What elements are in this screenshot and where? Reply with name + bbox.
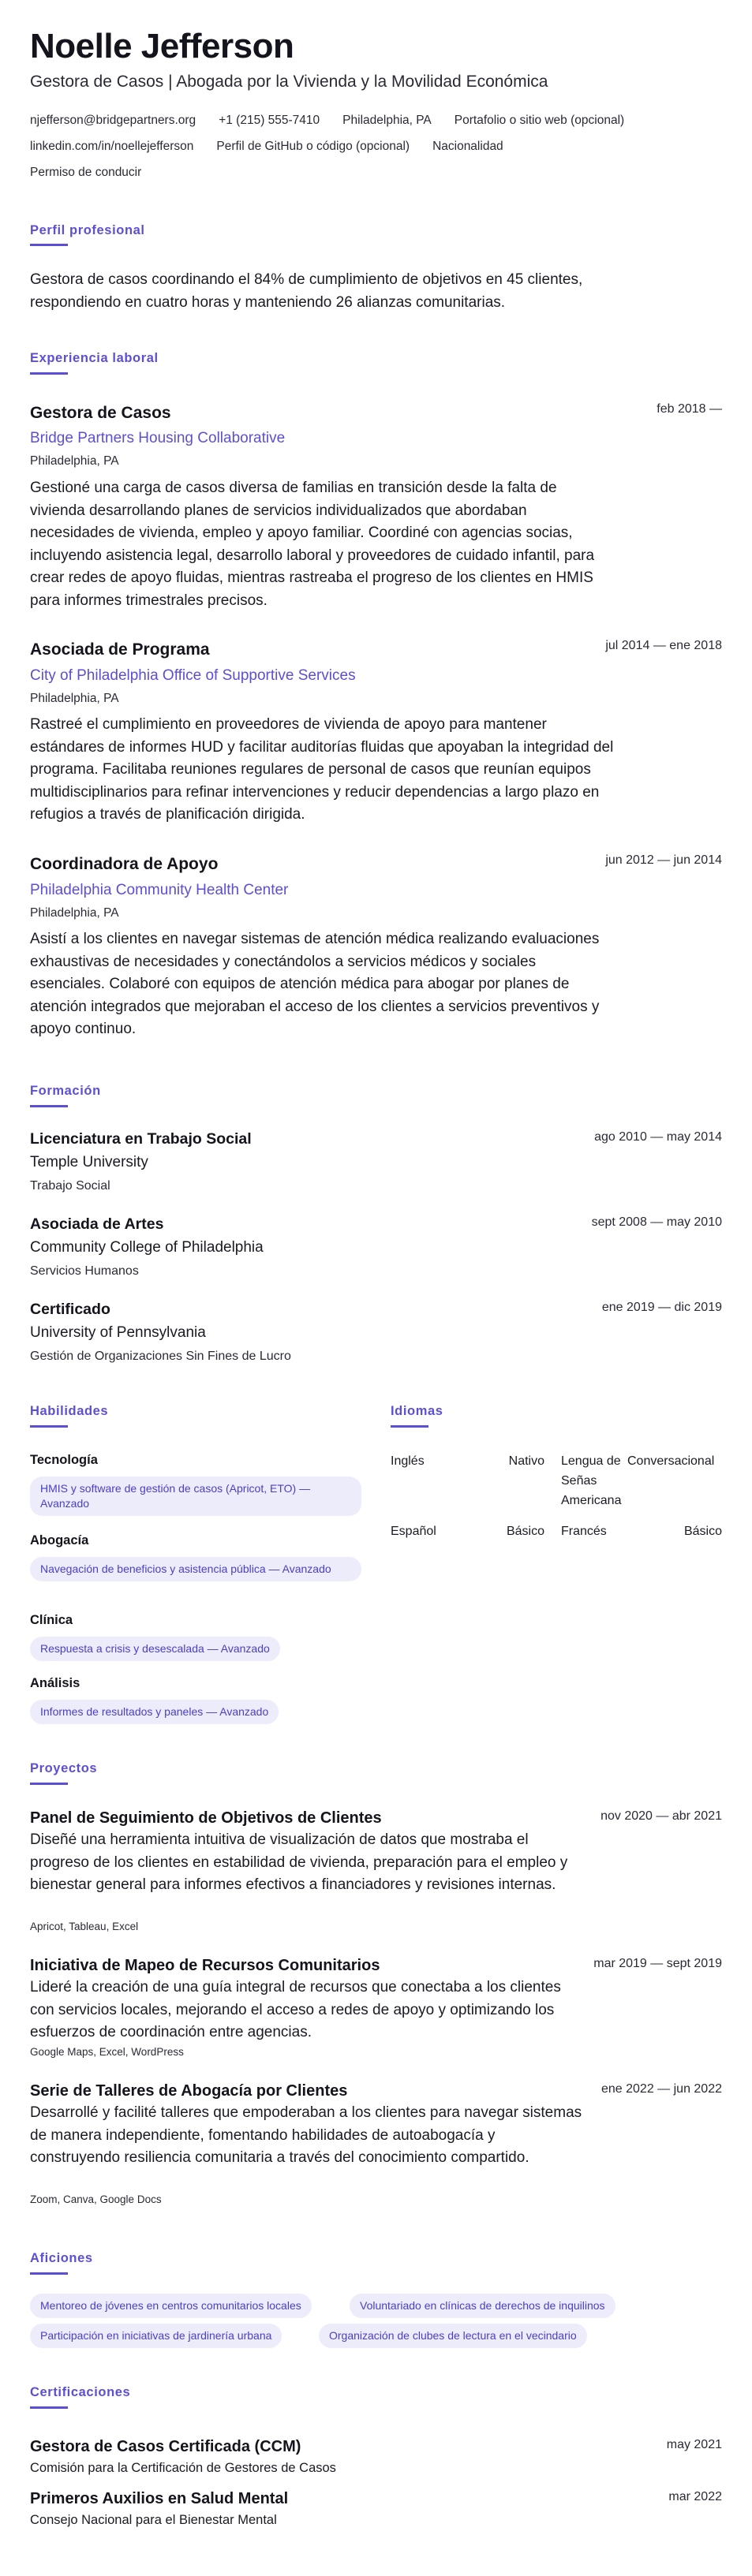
section-title-summary: Perfil profesional	[30, 223, 145, 237]
project-tech: Apricot, Tableau, Excel	[30, 1921, 139, 1932]
job-description: Gestioné una carga de casos diversa de familias en transición desde la falta de vivienda desarrollando planes de servicios individualizados que abordaban necesidades de vivienda, empleo y apoyo familiar. Coordiné con agencias socias, incluyendo asistencia legal, desarrollo laboral y proveedores de cuidado infantil, para crear redes de apoyo fluidas, mientras rastreaba el progreso de los clientes en HMIS para informes trimestrales precisos.	[30, 480, 595, 609]
skill-pill: Informes de resultados y paneles — Avanzado	[30, 1700, 279, 1724]
education-date: sept 2008 — may 2010	[591, 1215, 722, 1229]
section-title-experience: Experiencia laboral	[30, 351, 159, 365]
certification-title: Gestora de Casos Certificada (CCM)	[30, 2438, 301, 2455]
language-name: Inglés	[391, 1454, 425, 1468]
skill-category: Abogacía	[30, 1533, 89, 1547]
hobby-pill: Participación en iniciativas de jardinería urbana	[30, 2324, 282, 2348]
summary-text: Gestora de casos coordinando el 84% de cumplimiento de objetivos en 45 clientes, respondiendo en cuatro horas y manteniendo 26 alianzas comunitarias.	[30, 271, 583, 311]
driving-license-text: Permiso de conducir	[30, 166, 142, 179]
project-date: mar 2019 — sept 2019	[593, 1957, 722, 1970]
job-description: Rastreé el cumplimiento en proveedores de vivienda de apoyo para mantener estándares de informes HUD y facilitar auditorías fluidas que apoyaban la integridad del programa. Facilitaba reuniones regulares de personal de casos que reunían equipos multidisciplinarios para refinar intervenciones y reducir dependencias a largo plazo en refugios a través de planificación dirigida.	[30, 716, 614, 823]
nationality-text: Nacionalidad	[432, 140, 503, 153]
project-description: Diseñé una herramienta intuitiva de visualización de datos que mostraba el progreso de los clientes en estabilidad de vivienda, preparación para el empleo y bienestar general para informes efectivos a financiadores y revisiones internas.	[30, 1831, 568, 1894]
job-location: Philadelphia, PA	[30, 906, 119, 920]
language-name: Francés	[561, 1525, 607, 1538]
section-underline	[30, 1425, 68, 1428]
job-description: Asistí a los clientes en navegar sistemas de atención médica realizando evaluaciones exhaustivas de necesidades y conectándolos a servicios médicos y sociales esenciales. Colaboré con equipos de atención médica para abogar por planes de atención integrados que mejoraban el acceso de los clientes a servicios preventivos y apoyo continuo.	[30, 931, 600, 1038]
school-name: Temple University	[30, 1154, 148, 1170]
job-organization: Philadelphia Community Health Center	[30, 882, 289, 898]
job-date: jun 2012 — jun 2014	[605, 853, 722, 867]
school-name: University of Pennsylvania	[30, 1324, 206, 1341]
job-title: Gestora de Casos	[30, 404, 171, 422]
project-title: Panel de Seguimiento de Objetivos de Clientes	[30, 1809, 382, 1827]
hobby-pill: Organización de clubes de lectura en el vecindario	[319, 2324, 587, 2348]
location-text: Philadelphia, PA	[342, 114, 432, 127]
section-title-hobbies: Aficiones	[30, 2251, 93, 2265]
job-location: Philadelphia, PA	[30, 692, 119, 705]
section-underline	[30, 2406, 68, 2409]
phone-link[interactable]: +1 (215) 555-7410	[219, 114, 320, 127]
project-title: Iniciativa de Mapeo de Recursos Comunitarios	[30, 1957, 380, 1974]
certification-date: may 2021	[666, 2438, 722, 2451]
job-date: feb 2018 —	[657, 402, 722, 416]
certification-date: mar 2022	[668, 2490, 722, 2503]
skill-category: Análisis	[30, 1676, 80, 1690]
language-level: Básico	[506, 1525, 544, 1538]
hobby-pill: Mentoreo de jóvenes en centros comunitarios locales	[30, 2294, 312, 2318]
contact-row-1	[30, 114, 624, 128]
language-level: Nativo	[508, 1454, 544, 1468]
section-title-certifications: Certificaciones	[30, 2385, 131, 2399]
skill-pill: Respuesta a crisis y desescalada — Avanzado	[30, 1637, 280, 1661]
skill-category: Tecnología	[30, 1453, 98, 1467]
project-description: Desarrollé y facilité talleres que empoderaban a los clientes para navegar sistemas de manera independiente, fomentando habilidades de autoabogacía y construyendo resiliencia comunitaria a través del conocimiento compartido.	[30, 2104, 582, 2167]
degree-title: Certificado	[30, 1301, 110, 1318]
school-name: Community College of Philadelphia	[30, 1239, 264, 1256]
education-date: ene 2019 — dic 2019	[601, 1301, 722, 1314]
education-date: ago 2010 — may 2014	[594, 1130, 722, 1144]
job-organization: Bridge Partners Housing Collaborative	[30, 430, 286, 446]
skill-pill: HMIS y software de gestión de casos (Apricot, ETO) — Avanzado	[30, 1477, 361, 1516]
contact-row-2	[30, 140, 503, 154]
project-tech: Zoom, Canva, Google Docs	[30, 2193, 162, 2205]
job-date: jul 2014 — ene 2018	[605, 639, 722, 652]
linkedin-link[interactable]: linkedin.com/in/noellejefferson	[30, 140, 194, 153]
field-of-study: Servicios Humanos	[30, 1264, 139, 1278]
certification-title: Primeros Auxilios en Salud Mental	[30, 2490, 289, 2507]
section-underline	[30, 244, 68, 246]
github-link[interactable]: Perfil de GitHub o código (opcional)	[216, 140, 410, 153]
section-title-education: Formación	[30, 1084, 101, 1098]
field-of-study: Gestión de Organizaciones Sin Fines de Lucro	[30, 1350, 291, 1363]
language-level: Conversacional	[627, 1454, 715, 1468]
certification-issuer: Consejo Nacional para el Bienestar Mental	[30, 2513, 277, 2527]
section-title-languages: Idiomas	[391, 1404, 443, 1418]
portfolio-link[interactable]: Portafolio o sitio web (opcional)	[454, 114, 625, 127]
degree-title: Asociada de Artes	[30, 1215, 164, 1233]
section-underline	[30, 2272, 68, 2275]
section-underline	[30, 1105, 68, 1107]
project-date: ene 2022 — jun 2022	[600, 2082, 722, 2096]
job-title: Asociada de Programa	[30, 640, 210, 659]
section-underline	[30, 372, 68, 375]
hobby-pill: Voluntariado en clínicas de derechos de inquilinos	[350, 2294, 615, 2318]
contact-row-3	[30, 166, 141, 180]
project-date: nov 2020 — abr 2021	[600, 1809, 722, 1823]
skill-category: Clínica	[30, 1613, 73, 1627]
section-underline	[30, 1783, 68, 1785]
certification-issuer: Comisión para la Certificación de Gestores de Casos	[30, 2461, 336, 2475]
section-title-skills: Habilidades	[30, 1404, 109, 1418]
field-of-study: Trabajo Social	[30, 1179, 110, 1193]
language-level: Básico	[683, 1525, 722, 1538]
project-tech: Google Maps, Excel, WordPress	[30, 2046, 184, 2058]
candidate-name: Noelle Jefferson	[30, 27, 294, 65]
project-description: Lideré la creación de una guía integral de recursos que conectaba a los clientes con servicios locales, mejorando el acceso a redes de apoyo y optimizando los esfuerzos de coordinación entre agencias.	[30, 1979, 561, 2041]
project-title: Serie de Talleres de Abogacía por Clientes	[30, 2082, 348, 2100]
language-name: Lengua de Señas Americana	[561, 1454, 622, 1507]
section-title-projects: Proyectos	[30, 1761, 98, 1775]
candidate-title: Gestora de Casos | Abogada por la Vivienda y la Movilidad Económica	[30, 73, 548, 91]
section-underline	[391, 1425, 428, 1428]
email-link[interactable]: njefferson@bridgepartners.org	[30, 114, 196, 127]
job-location: Philadelphia, PA	[30, 454, 119, 468]
degree-title: Licenciatura en Trabajo Social	[30, 1130, 252, 1148]
job-organization: City of Philadelphia Office of Supportive Services	[30, 667, 356, 684]
skill-pill: Navegación de beneficios y asistencia pública — Avanzado	[30, 1557, 361, 1581]
job-title: Coordinadora de Apoyo	[30, 855, 219, 873]
language-name: Español	[391, 1525, 436, 1538]
